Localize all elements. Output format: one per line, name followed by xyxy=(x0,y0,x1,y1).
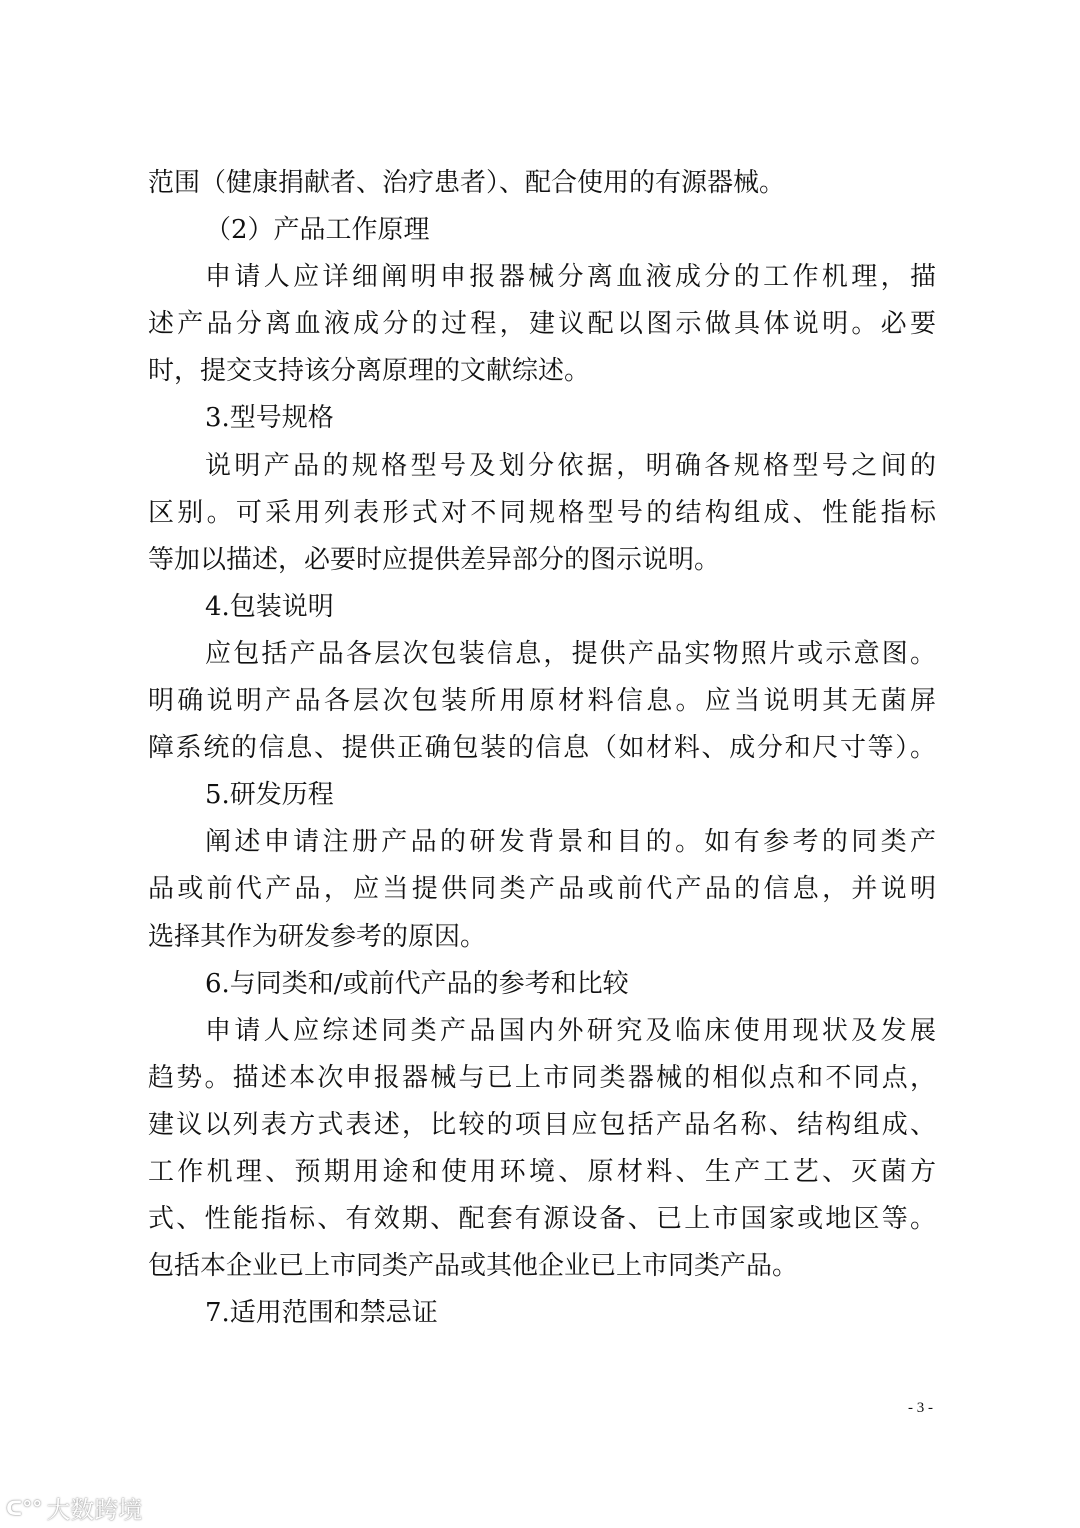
text-line: 区别。可采用列表形式对不同规格型号的结构组成、性能指标 xyxy=(148,497,936,528)
text-line: 说明产品的规格型号及划分依据，明确各规格型号之间的 xyxy=(205,450,936,481)
text-line: 7.适用范围和禁忌证 xyxy=(205,1298,438,1329)
watermark-logo-icon: ᑕ°° xyxy=(6,1495,43,1520)
text-line: 建议以列表方式表述，比较的项目应包括产品名称、结构组成、 xyxy=(148,1109,936,1140)
text-line: 式、性能指标、有效期、配套有源设备、已上市国家或地区等。 xyxy=(148,1204,936,1235)
page-number: - 3 - xyxy=(908,1400,933,1416)
text-line: 5.研发历程 xyxy=(205,780,334,811)
text-line: 选择其作为研发参考的原因。 xyxy=(148,921,487,952)
text-line: 包括本企业已上市同类产品或其他企业已上市同类产品。 xyxy=(148,1251,799,1282)
text-line: 等加以描述，必要时应提供差异部分的图示说明。 xyxy=(148,544,721,575)
watermark-text: 大数跨境 xyxy=(46,1496,143,1524)
text-line: （2）产品工作原理 xyxy=(205,215,430,246)
text-line: 3.型号规格 xyxy=(205,403,334,434)
text-line: 明确说明产品各层次包装所用原材料信息。应当说明其无菌屏 xyxy=(148,686,936,717)
text-line: 应包括产品各层次包装信息，提供产品实物照片或示意图。 xyxy=(205,638,936,669)
text-line: 述产品分离血液成分的过程，建议配以图示做具体说明。必要 xyxy=(148,309,936,340)
document-body xyxy=(148,160,936,1337)
text-line: 趋势。描述本次申报器械与已上市同类器械的相似点和不同点， xyxy=(148,1062,936,1093)
text-line: 申请人应详细阐明申报器械分离血液成分的工作机理，描 xyxy=(205,262,936,293)
text-line: 4.包装说明 xyxy=(205,591,334,622)
text-line: 范围（健康捐献者、治疗患者）、配合使用的有源器械。 xyxy=(148,168,786,198)
text-line: 障系统的信息、提供正确包装的信息（如材料、成分和尺寸等）。 xyxy=(148,733,936,764)
text-line: 品或前代产品，应当提供同类产品或前代产品的信息，并说明 xyxy=(148,874,936,905)
text-line: 申请人应综述同类产品国内外研究及临床使用现状及发展 xyxy=(205,1015,936,1046)
text-line: 6.与同类和/或前代产品的参考和比较 xyxy=(205,968,629,999)
text-line: 工作机理、预期用途和使用环境、原材料、生产工艺、灭菌方 xyxy=(148,1156,936,1187)
text-line: 时，提交支持该分离原理的文献综述。 xyxy=(148,356,591,387)
text-line: 阐述申请注册产品的研发背景和目的。如有参考的同类产 xyxy=(205,827,936,858)
watermark xyxy=(6,1490,142,1525)
